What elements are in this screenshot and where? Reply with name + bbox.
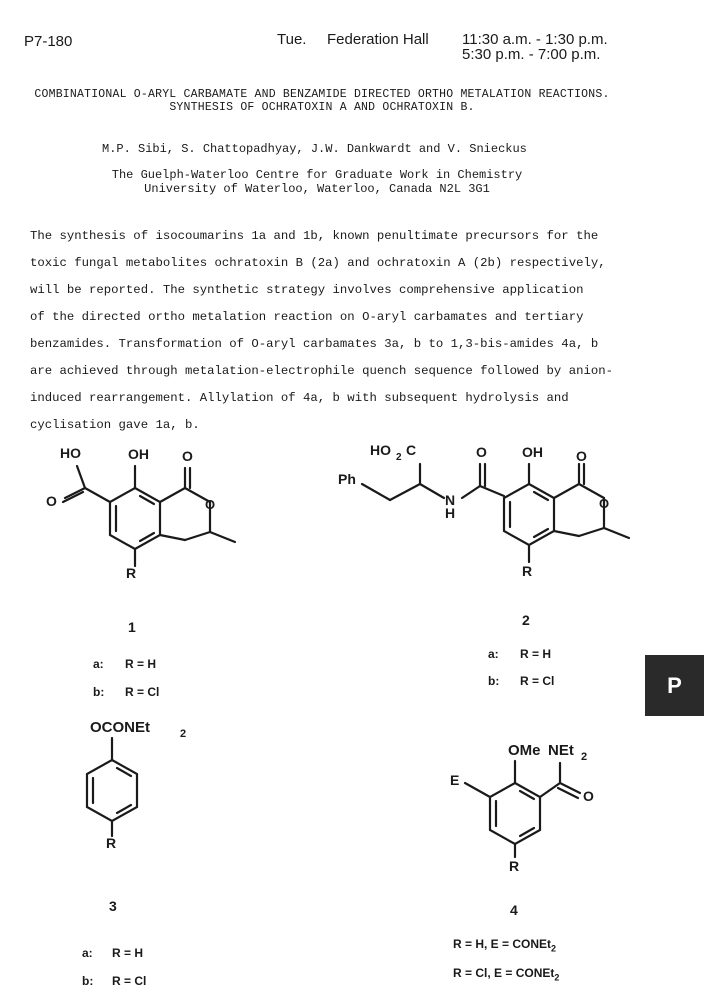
atom-label: H <box>445 505 456 521</box>
atom-label: NEt <box>548 742 574 759</box>
atom-label: OMe <box>508 742 541 759</box>
variant-text-4b: R = Cl, E = CONEt <box>453 966 555 980</box>
structure-3 <box>60 712 220 862</box>
abstract-line: The synthesis of isocoumarins 1a and 1b, known penultimate precursors for the <box>30 229 599 243</box>
abstract-code: P7-180 <box>24 33 73 50</box>
variant-label-1b: b: <box>93 685 105 699</box>
structure-4 <box>440 735 620 885</box>
variant-label-3a: a: <box>82 946 93 960</box>
section-tab: P <box>645 655 704 716</box>
variant-label-2b: b: <box>488 674 500 688</box>
atom-label: R <box>106 835 117 851</box>
variant-text-2a: R = H <box>520 647 552 661</box>
atom-label: O <box>476 444 487 460</box>
compound-number-3: 3 <box>109 898 117 914</box>
paper-title-line-2: SYNTHESIS OF OCHRATOXIN A AND OCHRATOXIN B. <box>169 101 475 114</box>
structure-1 <box>30 440 260 590</box>
variant-text-1b: R = Cl <box>125 685 160 699</box>
variant-text-3b: R = Cl <box>112 974 147 988</box>
variant-text-4a: R = H, E = CONEt <box>453 937 552 951</box>
variant-text-3a: R = H <box>112 946 144 960</box>
atom-label: OCONEt <box>90 719 150 736</box>
atom-label: C <box>406 442 417 458</box>
session-day: Tue. <box>277 31 307 48</box>
structure-2 <box>332 436 652 586</box>
atom-label: HO <box>370 442 391 458</box>
atom-label: 2 <box>180 728 187 740</box>
abstract-line: will be reported. The synthetic strategy involves comprehensive application <box>30 283 584 297</box>
abstract-line: of the directed ortho metalation reaction on O-aryl carbamates and tertiary <box>30 310 584 324</box>
atom-label: R <box>522 563 533 579</box>
paper-title-line-1: COMBINATIONAL O-ARYL CARBAMATE AND BENZAMIDE DIRECTED ORTHO METALATION REACTIONS. <box>34 88 610 101</box>
atom-label: O <box>205 497 216 512</box>
session-venue: Federation Hall <box>327 31 429 48</box>
atom-label: O <box>599 496 610 511</box>
affiliation-line-1: The Guelph-Waterloo Centre for Graduate Work in Chemistry <box>111 168 523 182</box>
authors: M.P. Sibi, S. Chattopadhyay, J.W. Dankwardt and V. Snieckus <box>102 142 527 156</box>
atom-label: E <box>450 772 460 788</box>
atom-label: O <box>583 788 594 804</box>
atom-label: 2 <box>396 452 402 463</box>
atom-label: R <box>509 858 520 874</box>
abstract-line: toxic fungal metabolites ochratoxin B (2a) and ochratoxin A (2b) respectively, <box>30 256 606 270</box>
abstract-line: induced rearrangement. Allylation of 4a, b with subsequent hydrolysis and <box>30 391 569 405</box>
atom-label: OH <box>128 446 149 462</box>
variant-4b <box>453 966 559 982</box>
session-time-1: 11:30 a.m. - 1:30 p.m. <box>462 31 608 48</box>
variant-sub-4a: 2 <box>551 943 557 954</box>
atom-label: O <box>182 448 193 464</box>
abstract-line: cyclisation gave 1a, b. <box>30 418 200 432</box>
affiliation-line-2: University of Waterloo, Waterloo, Canada N2L 3G1 <box>144 182 490 196</box>
atom-label: R <box>126 565 137 581</box>
variant-label-1a: a: <box>93 657 104 671</box>
atom-label: OH <box>522 444 543 460</box>
atom-label: Ph <box>338 471 356 487</box>
session-time-2: 5:30 p.m. - 7:00 p.m. <box>462 46 601 63</box>
variant-4a <box>453 937 556 953</box>
variant-text-1a: R = H <box>125 657 157 671</box>
atom-label: O <box>576 448 587 464</box>
variant-sub-4b: 2 <box>554 972 560 983</box>
abstract-line: are achieved through metalation-electrophile quench sequence followed by anion- <box>30 364 613 378</box>
compound-number-1: 1 <box>128 619 136 635</box>
compound-number-2: 2 <box>522 612 530 628</box>
compound-number-4: 4 <box>510 902 518 918</box>
abstract-line: benzamides. Transformation of O-aryl carbamates 3a, b to 1,3-bis-amides 4a, b <box>30 337 599 351</box>
variant-label-3b: b: <box>82 974 94 988</box>
atom-label: N <box>445 492 456 508</box>
atom-label: O <box>46 493 57 509</box>
variant-label-2a: a: <box>488 647 499 661</box>
atom-label: 2 <box>581 751 588 763</box>
variant-text-2b: R = Cl <box>520 674 555 688</box>
atom-label: HO <box>60 445 81 461</box>
